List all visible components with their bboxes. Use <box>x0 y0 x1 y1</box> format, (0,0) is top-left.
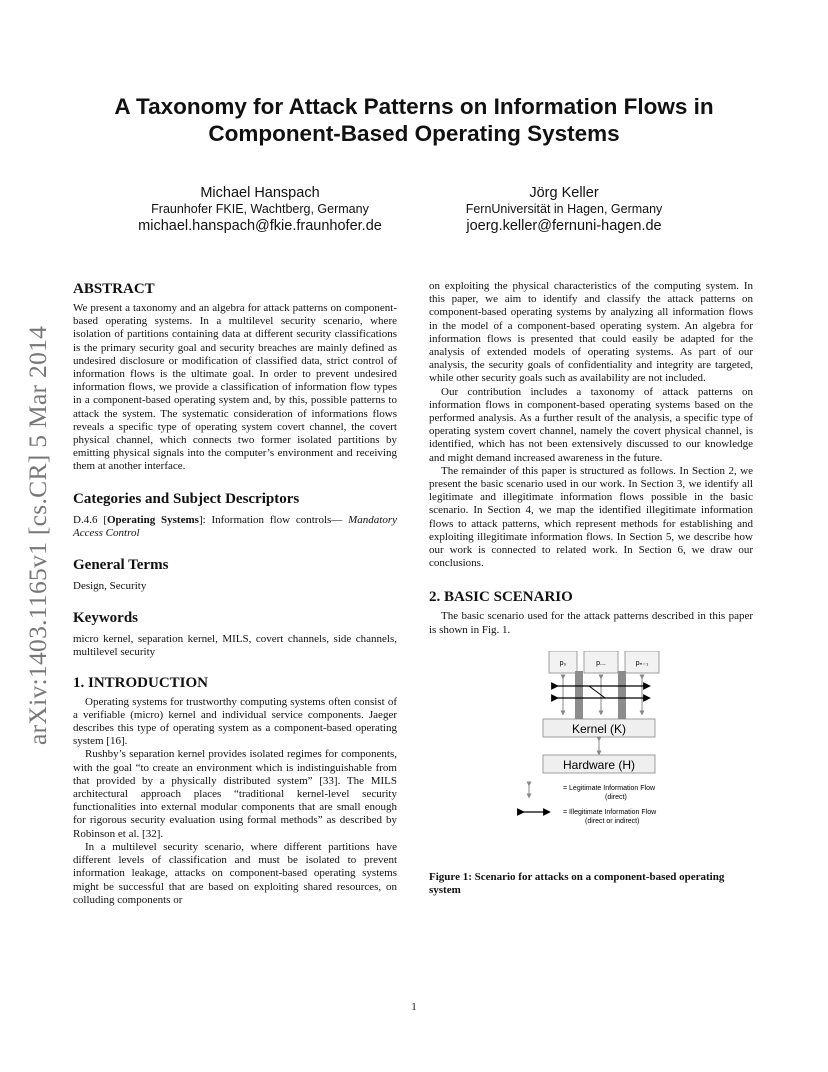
intro-paragraph: In a multilevel security scenario, where different partitions have different levels of classification and must be isolated to prevent information leakage, attacks on component-based operating systems might be successful that are based on exploiting shared resources, on colluding components or <box>73 840 397 906</box>
kernel-bar <box>575 671 583 719</box>
general-terms-heading: General Terms <box>73 557 169 574</box>
right-column <box>429 280 753 897</box>
figure-caption: Figure 1: Scenario for attacks on a component-based operating system <box>429 871 725 897</box>
partition-label: p... <box>596 659 606 667</box>
left-column <box>73 280 397 907</box>
abstract-text: We present a taxonomy and an algebra for attack patterns on component-based operating systems. In a multilevel security scenario, where isolation of partitions containing data at different security classifications is the primary security goal and security breaches are mainly defined as undesired disclosure or modification of classified data, strict control of information flows is the ultimate goal. In order to prevent undesired information flows, we provide a classification of information flow types in a component-based operating system and, by this, possible patterns to attack the system. The systematic consideration of informations flows reveals a specific type of operating system covert channel, the covert physical channel, which connects two former isolated partitions by emitting physical signals into the computer’s environment and receiving them at another interface. <box>73 302 397 473</box>
body-paragraph: The remainder of this paper is structured as follows. In Section 2, we present the basic scenario used in our work. In Section 3, we identify all legitimate and illegitimate information flows possible in the basic scenario. In Section 4, we map the identified illegitimate information flows to attack patterns, which represent methods for establishing and exploiting illegitimate information flows. In Section 5, we describe how our work is connected to related work. In Section 6, we draw our conclusions. <box>429 464 753 570</box>
introduction-heading: 1. INTRODUCTION <box>73 674 209 691</box>
categories-code: D.4.6 [ <box>73 513 107 526</box>
intro-paragraph: Rushby’s separation kernel provides isolated regimes for components, with the goal “to create an environment which is indistinguishable from that provided by a physically distributed system” [33]. The MILS architectural approach places “traditional kernel-level security functionalities into external modular components that are small enough for rigorous security evaluation using formal methods” as described by Robinson et al. [32]. <box>73 748 397 840</box>
figure-1 <box>429 651 753 897</box>
legend-legit-label: = Legitimate Information Flow <box>563 784 656 792</box>
author-affiliation: FernUniversität in Hagen, Germany <box>465 202 663 216</box>
author-1 <box>95 184 425 236</box>
partition-label: pₙ₋₁ <box>635 659 649 667</box>
body-paragraph: Our contribution includes a taxonomy of attack patterns on information flows in component-based operating systems based on the performed analysis. As a further result of the analysis, a specific type of operating system covert channel, namely the covert physical channel, is identified, which has not been extensively discussed to our knowledge and might demand increased awareness in the future. <box>429 385 753 464</box>
author-affiliation: Fraunhofer FKIE, Wachtberg, Germany <box>151 202 369 216</box>
hardware-label: Hardware (H) <box>562 757 636 772</box>
page-number: 1 <box>411 1001 417 1013</box>
abstract-heading: ABSTRACT <box>73 281 155 297</box>
scenario-diagram <box>429 651 753 861</box>
author-email: michael.hanspach@fkie.fraunhofer.de <box>138 218 382 234</box>
title-line-2: Component-Based Operating Systems <box>208 121 620 146</box>
author-name: Jörg Keller <box>529 185 599 201</box>
categories-rest: ]: Information flow controls— <box>198 513 343 526</box>
partition-label: p₀ <box>559 659 567 667</box>
categories-heading: Categories and Subject Descriptors <box>73 490 300 507</box>
author-name: Michael Hanspach <box>200 185 320 201</box>
intro-paragraph: Operating systems for trustworthy computing systems often consist of a verifiable (micro) kernel and individual service components. Jaeger describes this type of operating system as a component-based operating system [16]. <box>73 695 397 748</box>
author-2 <box>399 184 729 236</box>
paper-title <box>60 93 768 147</box>
categories-bold: Operating Systems <box>106 513 199 526</box>
illegit-flow-cross <box>589 686 605 698</box>
categories-italic: Mandatory Access Control <box>73 513 397 539</box>
body-paragraph: on exploiting the physical characteristics of the computing system. In this paper, we aim to identify and classify the attack patterns on component-based operating systems by analyzing all information flows in the model of a component-based operating system. An algebra for information flows is presented that could easily be adapted for the analysis of extended models of operating systems. As part of our analysis, the security goals of confidentiality and integrity are targeted, while other security goals such as availability are not included. <box>429 280 753 385</box>
kernel-label: Kernel (K) <box>571 721 627 736</box>
legend-legit-sub: (direct) <box>605 793 627 801</box>
categories-text <box>73 514 397 540</box>
general-terms-text: Design, Security <box>73 580 147 593</box>
kernel-bar <box>618 671 626 719</box>
arxiv-identifier: arXiv:1403.1165v1 [cs.CR] 5 Mar 2014 <box>23 325 52 745</box>
legend-illegit-label: = Illegitimate Information Flow <box>563 808 657 816</box>
title-line-1: A Taxonomy for Attack Patterns on Information Flows in <box>114 94 714 119</box>
keywords-heading: Keywords <box>73 610 138 627</box>
keywords-text: micro kernel, separation kernel, MILS, covert channels, side channels, multilevel security <box>73 633 397 659</box>
section-2-heading: 2. BASIC SCENARIO <box>429 589 573 606</box>
author-email: joerg.keller@fernuni-hagen.de <box>466 218 662 234</box>
section-2-text: The basic scenario used for the attack patterns described in this paper is shown in Fig. 1. <box>429 610 753 636</box>
legend-illegit-sub: (direct or indirect) <box>585 817 640 825</box>
